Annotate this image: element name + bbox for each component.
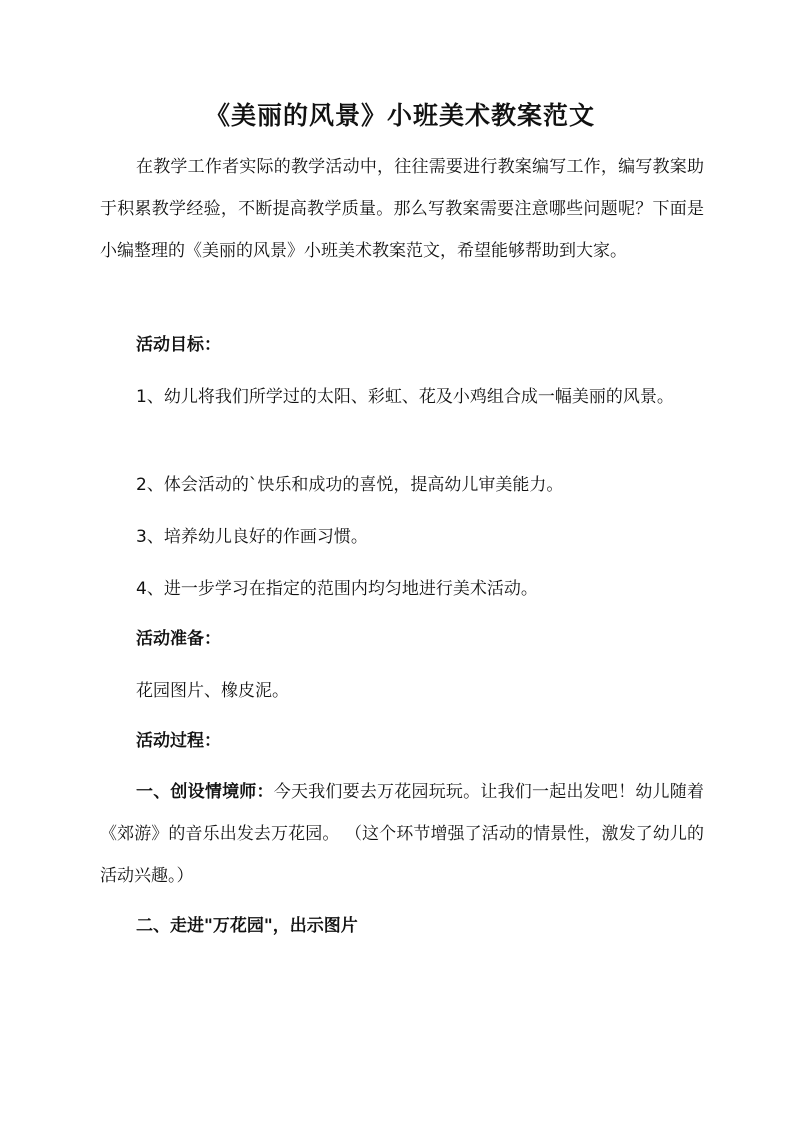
process-step-2: 二、走进"万花园"，出示图片 <box>136 916 358 936</box>
page-title: 《美丽的风景》小班美术教案范文 <box>204 101 595 130</box>
goal-item-3: 3、培养幼儿良好的作画习惯。 <box>136 527 368 547</box>
goal-item-4: 4、进一步学习在指定的范围内均匀地进行美术活动。 <box>136 579 538 599</box>
process-heading: 活动过程： <box>136 731 221 751</box>
process-step-1 <box>100 771 704 897</box>
goals-heading: 活动目标： <box>136 335 221 355</box>
goal-item-2: 2、体会活动的`快乐和成功的喜悦，提高幼儿审美能力。 <box>136 475 564 495</box>
process-step-1-lead: 一、创设情境师： <box>136 782 274 802</box>
process-step-1-text: 今天我们要去万花园玩玩。让我们一起出发吧！幼儿随着《郊游》的音乐出发去万花园。 （这个环节增强了活动的情景性，激发了幼儿的活动兴趣。） <box>100 782 704 886</box>
prep-heading: 活动准备： <box>136 629 221 649</box>
prep-text: 花园图片、橡皮泥。 <box>136 681 289 701</box>
goal-item-1: 1、幼儿将我们所学过的太阳、彩虹、花及小鸡组合成一幅美丽的风景。 <box>136 387 674 407</box>
intro-paragraph: 在教学工作者实际的教学活动中，往往需要进行教案编写工作，编写教案助于积累教学经验，不断提高教学质量。那么写教案需要注意哪些问题呢？下面是小编整理的《美丽的风景》小班美术教案范文，希望能够帮助到大家。 <box>100 157 704 261</box>
